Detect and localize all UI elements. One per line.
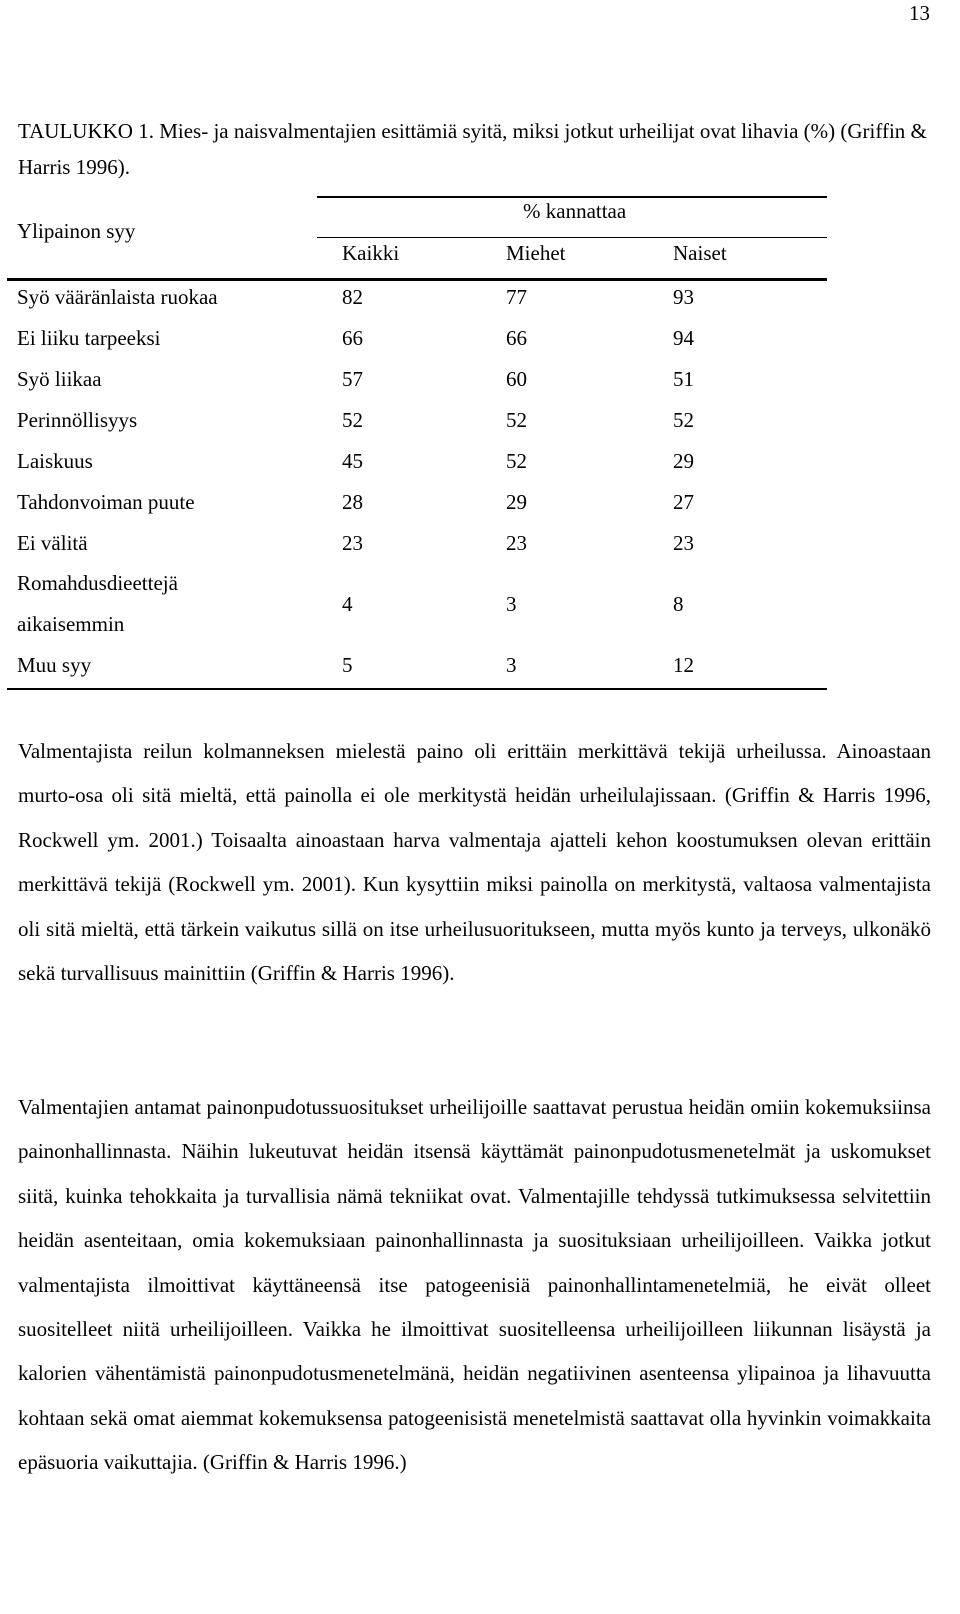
- cell-kaikki: 66: [342, 326, 363, 350]
- table-rule-top: [317, 196, 827, 198]
- cell-miehet: 66: [506, 326, 527, 350]
- body-paragraph: Valmentajien antamat painonpudotussuositukset urheilijoille saattavat perustua heidän omiin kokemuksiinsa painonhallinnasta. Näihin lukeutuvat heidän itsensä käyttämät painonpudotusmenetelmät ja uskomukset siitä, kuinka tehokkaita ja turvallisia nämä tekniikat ovat. Valmentajille tehdyssä tutkimuksessa selvitettiin heidän asenteitaan, omia kokemuksiaan painonhallinnasta ja suosituksiaan urheilijoilleen. Vaikka jotkut valmentajista ilmoittivat käyttäneensä itse patogeenisiä painonhallintamenetelmiä, he eivät olleet suositelleet niitä urheilijoilleen. Vaikka he ilmoittivat suositelleensa urheilijoilleen liikunnan lisäystä ja kalorien vähentämistä painonpudotusmenetelmänä, heidän negatiivinen asenteensa ylipainoa ja lihavuutta kohtaan sekä omat aiemmat kokemuksensa patogeenisistä menetelmistä saattavat olla hyvinkin voimakkaita epäsuoria vaikuttajia. (Griffin & Harris 1996.): [18, 1095, 931, 1475]
- cell-naiset: 51: [673, 367, 694, 391]
- cell-naiset: 94: [673, 326, 694, 350]
- cell-naiset: 29: [673, 449, 694, 473]
- row-label: Perinnöllisyys: [17, 408, 138, 432]
- row-label: Laiskuus: [17, 449, 93, 473]
- cell-naiset: 12: [673, 653, 694, 677]
- column-header-kaikki: Kaikki: [342, 241, 400, 265]
- row-label-line1: Romahdusdieettejä: [17, 571, 178, 595]
- column-header-naiset: Naiset: [673, 241, 727, 265]
- cell-kaikki: 4: [342, 592, 353, 616]
- row-label: Ei liiku tarpeeksi: [17, 326, 161, 350]
- table-rule-bottom: [7, 688, 827, 690]
- cell-kaikki: 23: [342, 531, 363, 555]
- cell-naiset: 8: [673, 592, 684, 616]
- row-header: Ylipainon syy: [17, 219, 136, 243]
- group-header: % kannattaa: [523, 199, 627, 223]
- cell-kaikki: 52: [342, 408, 363, 432]
- row-label: Syö vääränlaista ruokaa: [17, 285, 218, 309]
- row-label-line2: aikaisemmin: [17, 612, 125, 636]
- table-rule-header: [7, 278, 827, 281]
- table-caption: TAULUKKO 1. Mies- ja naisvalmentajien esittämiä syitä, miksi jotkut urheilijat ovat lihavia (%) (Griffin & Harris 1996).: [18, 119, 927, 179]
- cell-miehet: 3: [506, 592, 517, 616]
- row-label: Tahdonvoiman puute: [17, 490, 195, 514]
- cell-miehet: 52: [506, 449, 527, 473]
- cell-naiset: 52: [673, 408, 694, 432]
- body-paragraph: Valmentajista reilun kolmanneksen mielestä paino oli erittäin merkittävä tekijä urheilussa. Ainoastaan murto-osa oli sitä mieltä, että painolla ei ole merkitystä heidän urheilulajissaan. (Griffin & Harris 1996, Rockwell ym. 2001.) Toisaalta ainoastaan harva valmentaja ajatteli kehon koostumuksen olevan erittäin merkittävä tekijä (Rockwell ym. 2001). Kun kysyttiin miksi painolla on merkitystä, valtaosa valmentajista oli sitä mieltä, että tärkein vaikutus sillä on itse urheilusuoritukseen, mutta myös kunto ja terveys, ulkonäkö sekä turvallisuus mainittiin (Griffin & Harris 1996).: [18, 739, 931, 986]
- cell-kaikki: 5: [342, 653, 353, 677]
- page-number: 13: [909, 1, 930, 25]
- column-header-miehet: Miehet: [506, 241, 566, 265]
- cell-naiset: 27: [673, 490, 694, 514]
- cell-kaikki: 28: [342, 490, 363, 514]
- row-label: Syö liikaa: [17, 367, 102, 391]
- cell-kaikki: 82: [342, 285, 363, 309]
- cell-naiset: 23: [673, 531, 694, 555]
- cell-naiset: 93: [673, 285, 694, 309]
- row-label: Ei välitä: [17, 531, 88, 555]
- cell-miehet: 52: [506, 408, 527, 432]
- table-rule-group: [317, 237, 827, 238]
- cell-miehet: 3: [506, 653, 517, 677]
- cell-miehet: 77: [506, 285, 527, 309]
- cell-miehet: 23: [506, 531, 527, 555]
- cell-kaikki: 45: [342, 449, 363, 473]
- row-label: Muu syy: [17, 653, 92, 677]
- cell-kaikki: 57: [342, 367, 363, 391]
- cell-miehet: 60: [506, 367, 527, 391]
- cell-miehet: 29: [506, 490, 527, 514]
